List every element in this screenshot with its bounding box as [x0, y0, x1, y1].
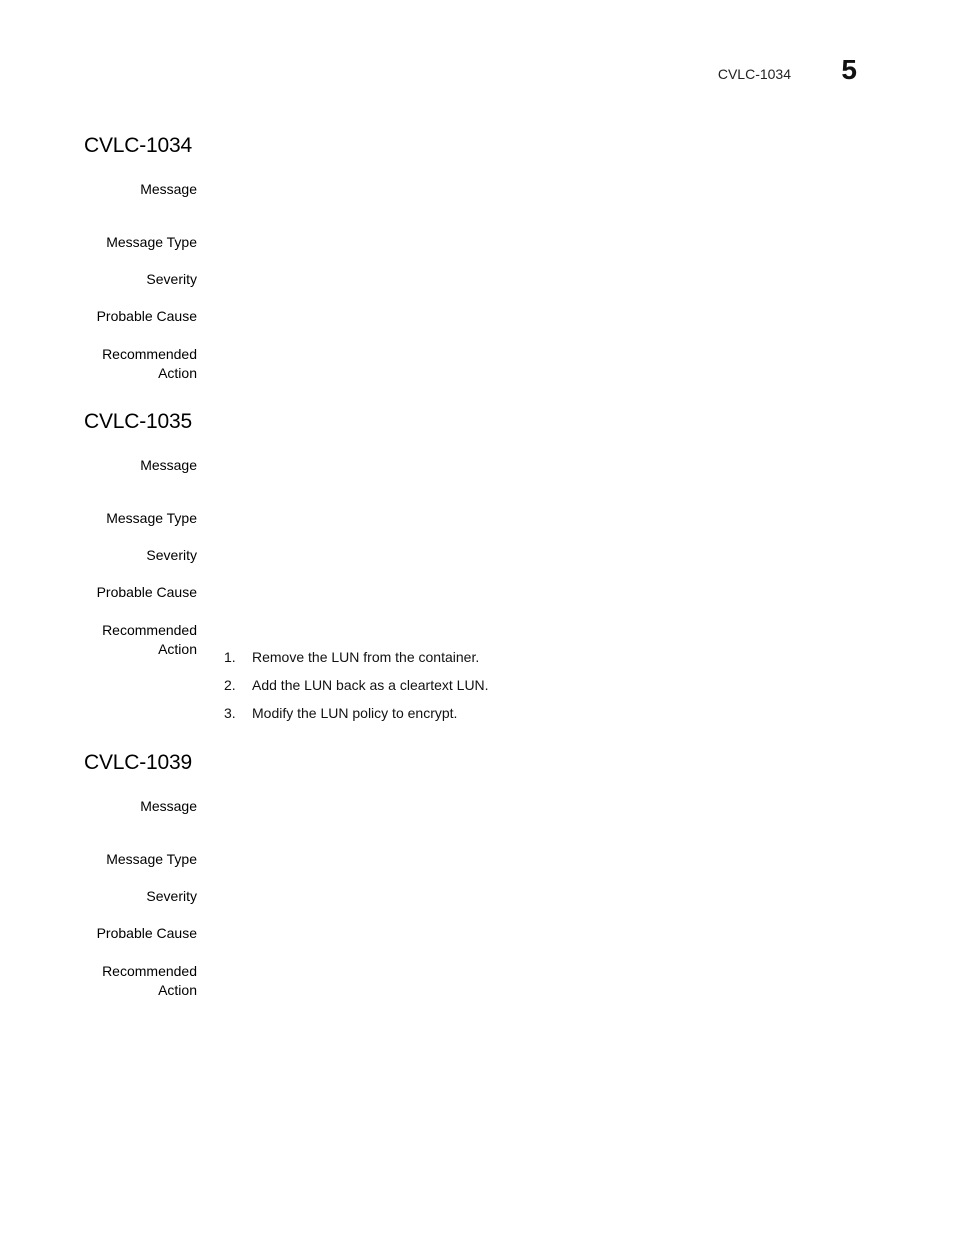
running-header [0, 0, 954, 100]
severity-label: Severity [146, 547, 197, 563]
step-text: Remove the LUN from the container. [252, 649, 480, 665]
recommended-action-label [102, 345, 197, 383]
probable-cause-label: Probable Cause [96, 925, 197, 941]
list-item [224, 676, 489, 704]
step-text: Modify the LUN policy to encrypt. [252, 705, 458, 721]
entry-title: CVLC-1034 [84, 134, 192, 157]
severity-label: Severity [146, 888, 197, 904]
severity-label: Severity [146, 271, 197, 287]
list-item [224, 648, 489, 676]
message-label: Message [140, 798, 197, 814]
list-item [224, 704, 489, 732]
recommended-action-label [102, 962, 197, 1000]
entry-title: CVLC-1039 [84, 751, 192, 774]
recommended-action-label-line2: Action [158, 641, 197, 657]
message-label: Message [140, 181, 197, 197]
recommended-action-label [102, 621, 197, 659]
step-number: 1. [224, 649, 236, 665]
chapter-number: 5 [841, 54, 857, 85]
recommended-action-steps [224, 648, 489, 732]
message-type-label: Message Type [106, 851, 197, 867]
probable-cause-label: Probable Cause [96, 308, 197, 324]
step-number: 2. [224, 677, 236, 693]
recommended-action-label-line1: Recommended [102, 346, 197, 362]
recommended-action-label-line2: Action [158, 365, 197, 381]
step-text: Add the LUN back as a cleartext LUN. [252, 677, 489, 693]
step-number: 3. [224, 705, 236, 721]
recommended-action-label-line2: Action [158, 982, 197, 998]
recommended-action-label-line1: Recommended [102, 963, 197, 979]
recommended-action-label-line1: Recommended [102, 622, 197, 638]
message-label: Message [140, 457, 197, 473]
message-type-label: Message Type [106, 234, 197, 250]
running-title: CVLC-1034 [717, 66, 791, 82]
message-type-label: Message Type [106, 510, 197, 526]
entry-title: CVLC-1035 [84, 410, 192, 433]
probable-cause-label: Probable Cause [96, 584, 197, 600]
